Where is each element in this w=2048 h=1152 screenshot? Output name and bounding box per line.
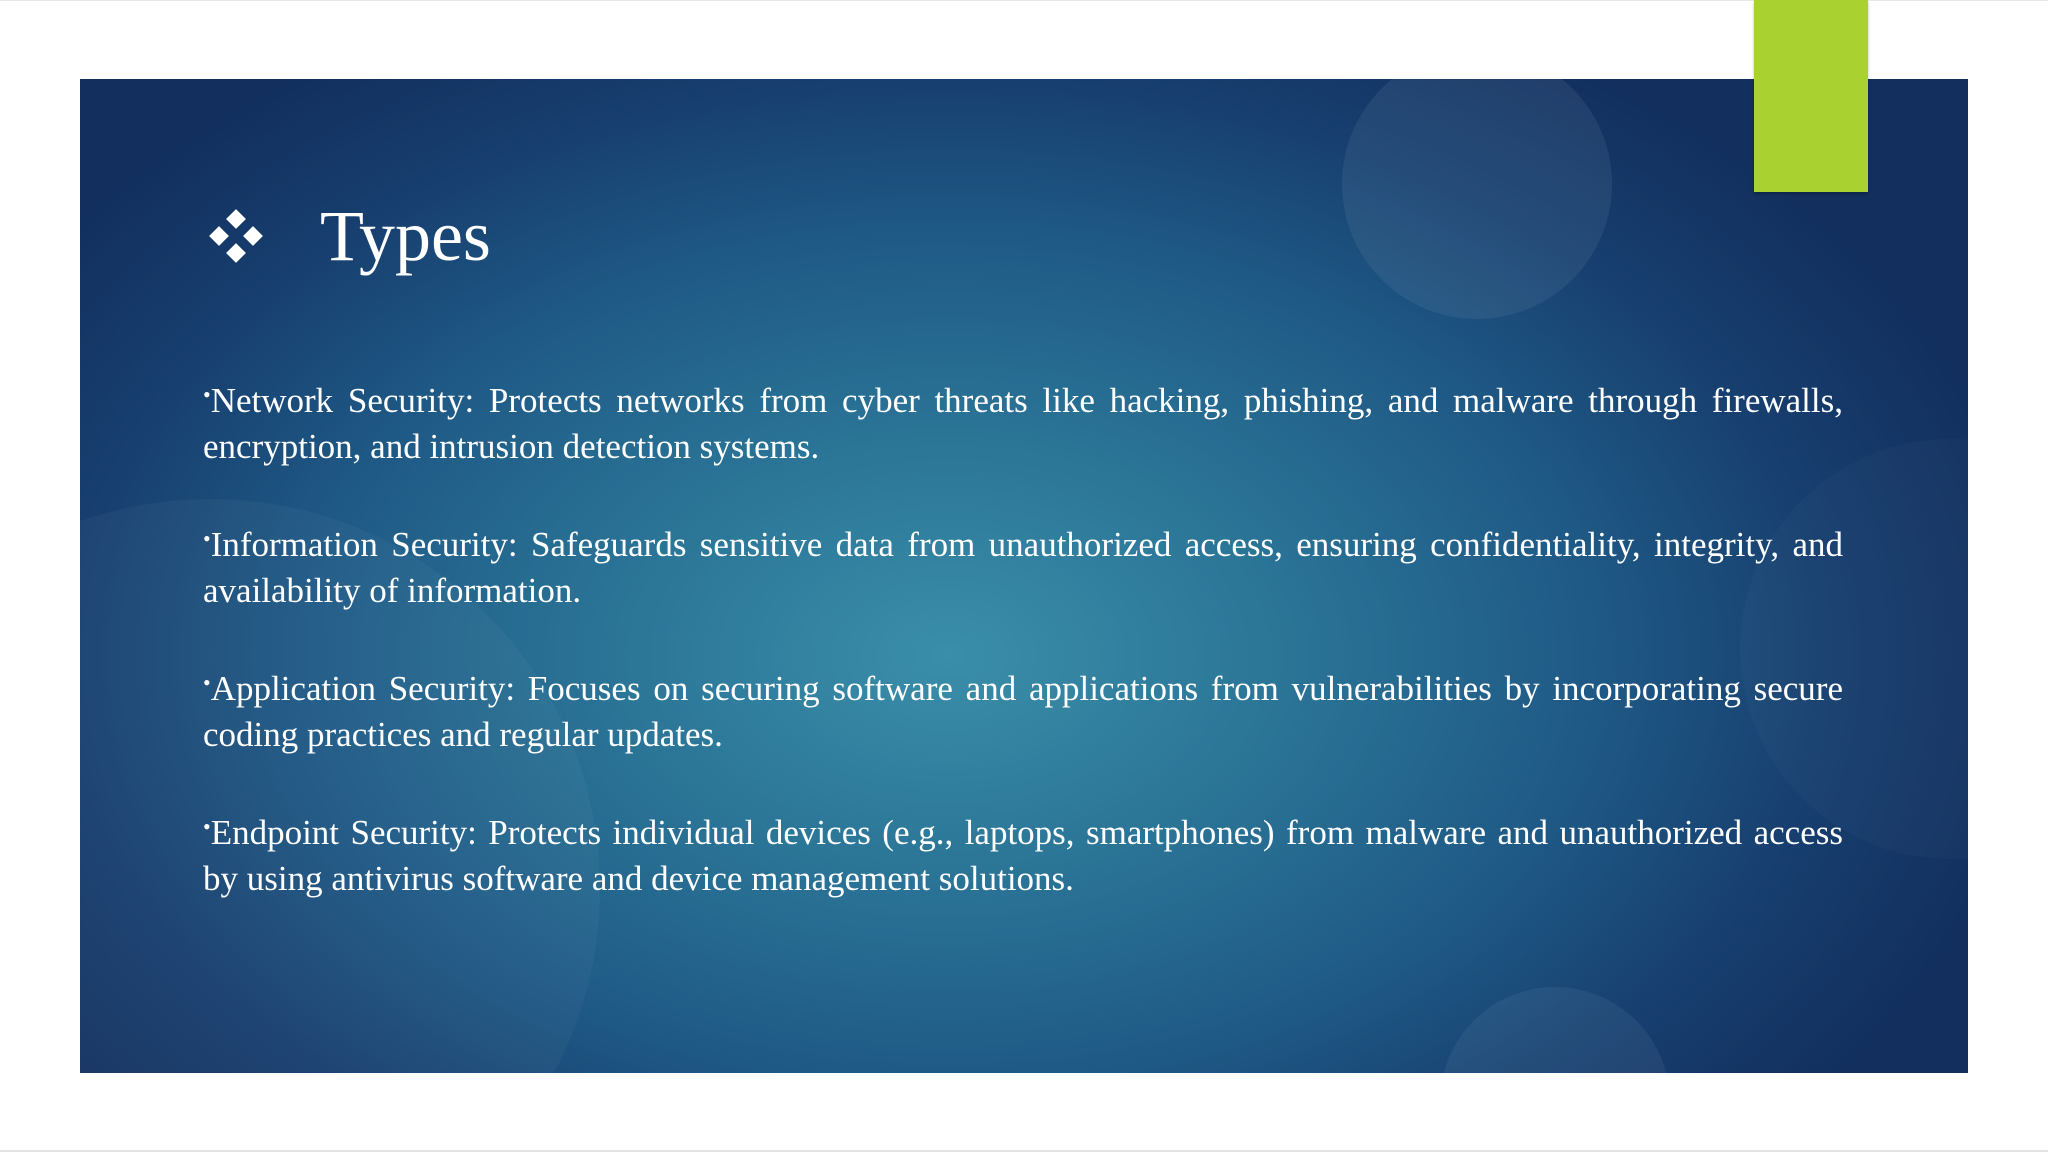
four-diamonds-icon xyxy=(207,210,265,268)
bullet-item xyxy=(203,660,1843,758)
bullet-dot: • xyxy=(203,670,211,695)
bullet-dot: • xyxy=(203,382,211,407)
bullet-text: Application Security: Focuses on securing software and applications from vulnerabilities by incorporating secure coding practices and regular updates. xyxy=(203,669,1843,754)
slide-title: Types xyxy=(320,196,491,276)
bullet-dot: • xyxy=(203,814,211,839)
bullet-dot: • xyxy=(203,526,211,551)
bullet-text: Information Security: Safeguards sensitive data from unauthorized access, ensuring confidentiality, integrity, and availability of information. xyxy=(203,525,1843,610)
bullet-list xyxy=(203,372,1843,948)
bullet-item xyxy=(203,516,1843,614)
top-border xyxy=(0,0,2048,1)
bullet-item xyxy=(203,372,1843,470)
slide-title-row xyxy=(207,196,491,276)
accent-bar xyxy=(1754,0,1868,192)
bullet-item xyxy=(203,804,1843,902)
decorative-circle xyxy=(1342,79,1612,319)
bullet-text: Endpoint Security: Protects individual devices (e.g., laptops, smartphones) from malware and unauthorized access by using antivirus software and device management solutions. xyxy=(203,813,1843,898)
decorative-circle xyxy=(1440,987,1670,1073)
bullet-text: Network Security: Protects networks from cyber threats like hacking, phishing, and malware through firewalls, encryption, and intrusion detection systems. xyxy=(203,381,1843,466)
